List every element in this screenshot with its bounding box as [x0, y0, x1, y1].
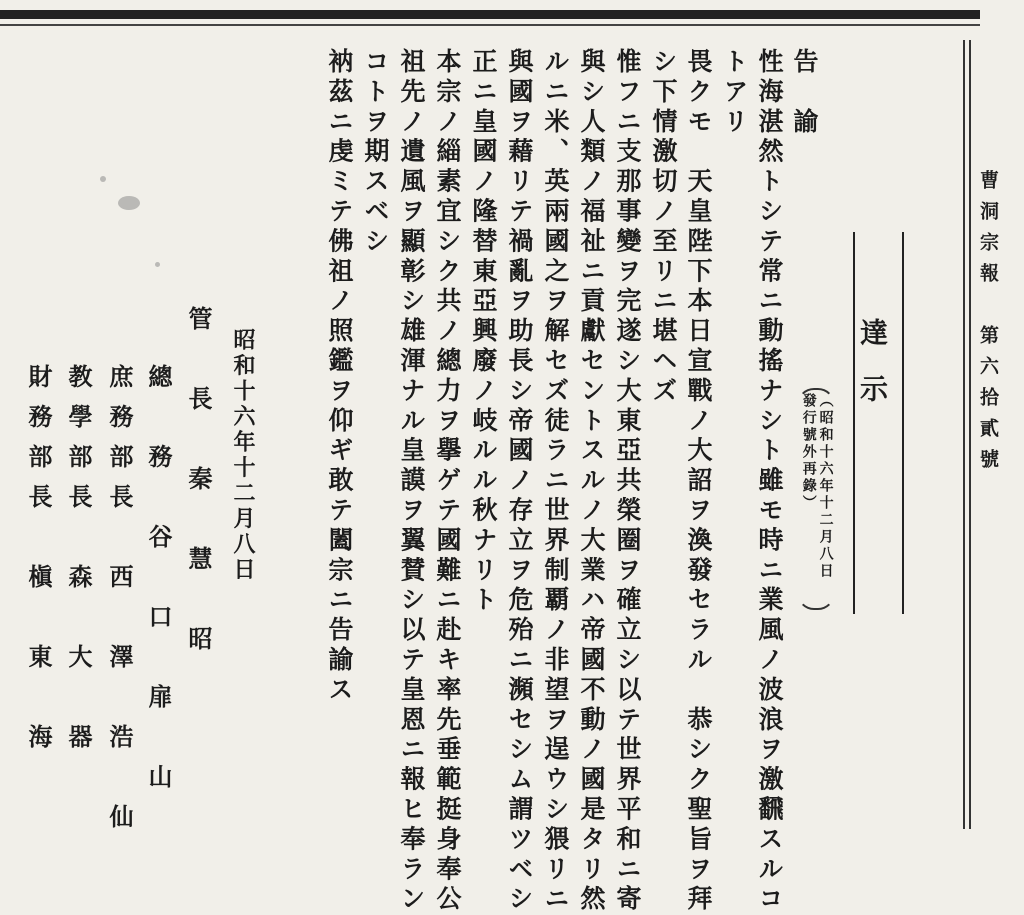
- body-line-8: 與國ヲ藉リテ禍亂ヲ助長シ帝國ノ存立ヲ危殆ニ瀕セシム謂ツベシ: [505, 48, 534, 915]
- body-line-3: 畏クモ 天皇陛下本日宣戰ノ大詔ヲ渙發セラル 恭シク聖旨ヲ拜: [684, 48, 713, 915]
- body-line-7: ルニ米、英兩國之ヲ解セズ徒ラニ世界制覇ノ非望ヲ逞ウシ猥リニ: [541, 48, 570, 915]
- signatory-chief-abbot: 管 長 秦 慧 昭: [184, 306, 213, 666]
- margin-rule-inner: [969, 40, 971, 829]
- signatory-general-affairs: 總 務 谷 口 扉 山: [144, 364, 173, 804]
- paper-stain: [118, 196, 140, 210]
- section-rule-left: [853, 232, 855, 614]
- paper-speck: [100, 176, 106, 182]
- signatory-finance: 財務部長 槇 東 海: [24, 364, 53, 764]
- body-line-13: 衲茲ニ虔ミテ佛祖ノ照鑑ヲ仰ギ敢テ闔宗ニ告諭ス: [325, 48, 354, 706]
- top-rule: [0, 10, 980, 19]
- body-line-1: 性海湛然トシテ常ニ動搖ナシト雖モ時ニ業風ノ波浪ヲ激飜スルコ: [755, 48, 784, 915]
- body-line-4: シ下情激切ノ至リニ堪ヘズ: [649, 48, 678, 407]
- running-head: 曹洞宗報 第六拾貳號: [977, 170, 999, 480]
- date-note-line-2: 發行號外再錄）: [800, 393, 817, 512]
- body-line-10: 本宗ノ緇素宜シク共ノ總力ヲ擧ゲテ國難ニ赴キ率先垂範挺身奉公: [433, 48, 462, 915]
- heading: 告 諭: [790, 48, 819, 138]
- publication-date: 昭和十六年十二月八日: [230, 328, 256, 583]
- body-line-2: トアリ: [720, 48, 749, 138]
- section-rule-right: [902, 232, 904, 614]
- signatory-education: 教學部長 森 大 器: [64, 364, 93, 764]
- paper-speck: [155, 262, 160, 267]
- date-note: [800, 393, 834, 580]
- margin-rule: [963, 40, 965, 829]
- date-note-line-1: （昭和十六年十二月八日: [817, 393, 834, 580]
- section-title: 達 示: [856, 318, 889, 402]
- body-line-6: 與シ人類ノ福祉ニ貢獻セントスルノ大業ハ帝國不動ノ國是タリ然: [577, 48, 606, 915]
- body-line-12: コトヲ期スベシ: [361, 48, 390, 258]
- body-line-5: 惟フニ支那事變ヲ完遂シ大東亞共榮圈ヲ確立シ以テ世界平和ニ寄: [613, 48, 642, 915]
- signatory-administration: 庶務部長 西 澤 浩 仙: [105, 364, 134, 844]
- top-rule-thin: [0, 24, 980, 26]
- body-line-11: 祖先ノ遺風ヲ顯彰シ雄渾ナル皇謨ヲ翼賛シ以テ皇恩ニ報ヒ奉ラン: [397, 48, 426, 915]
- body-line-9: 正ニ皇國ノ隆替東亞興廢ノ岐ルル秋ナリト: [469, 48, 498, 617]
